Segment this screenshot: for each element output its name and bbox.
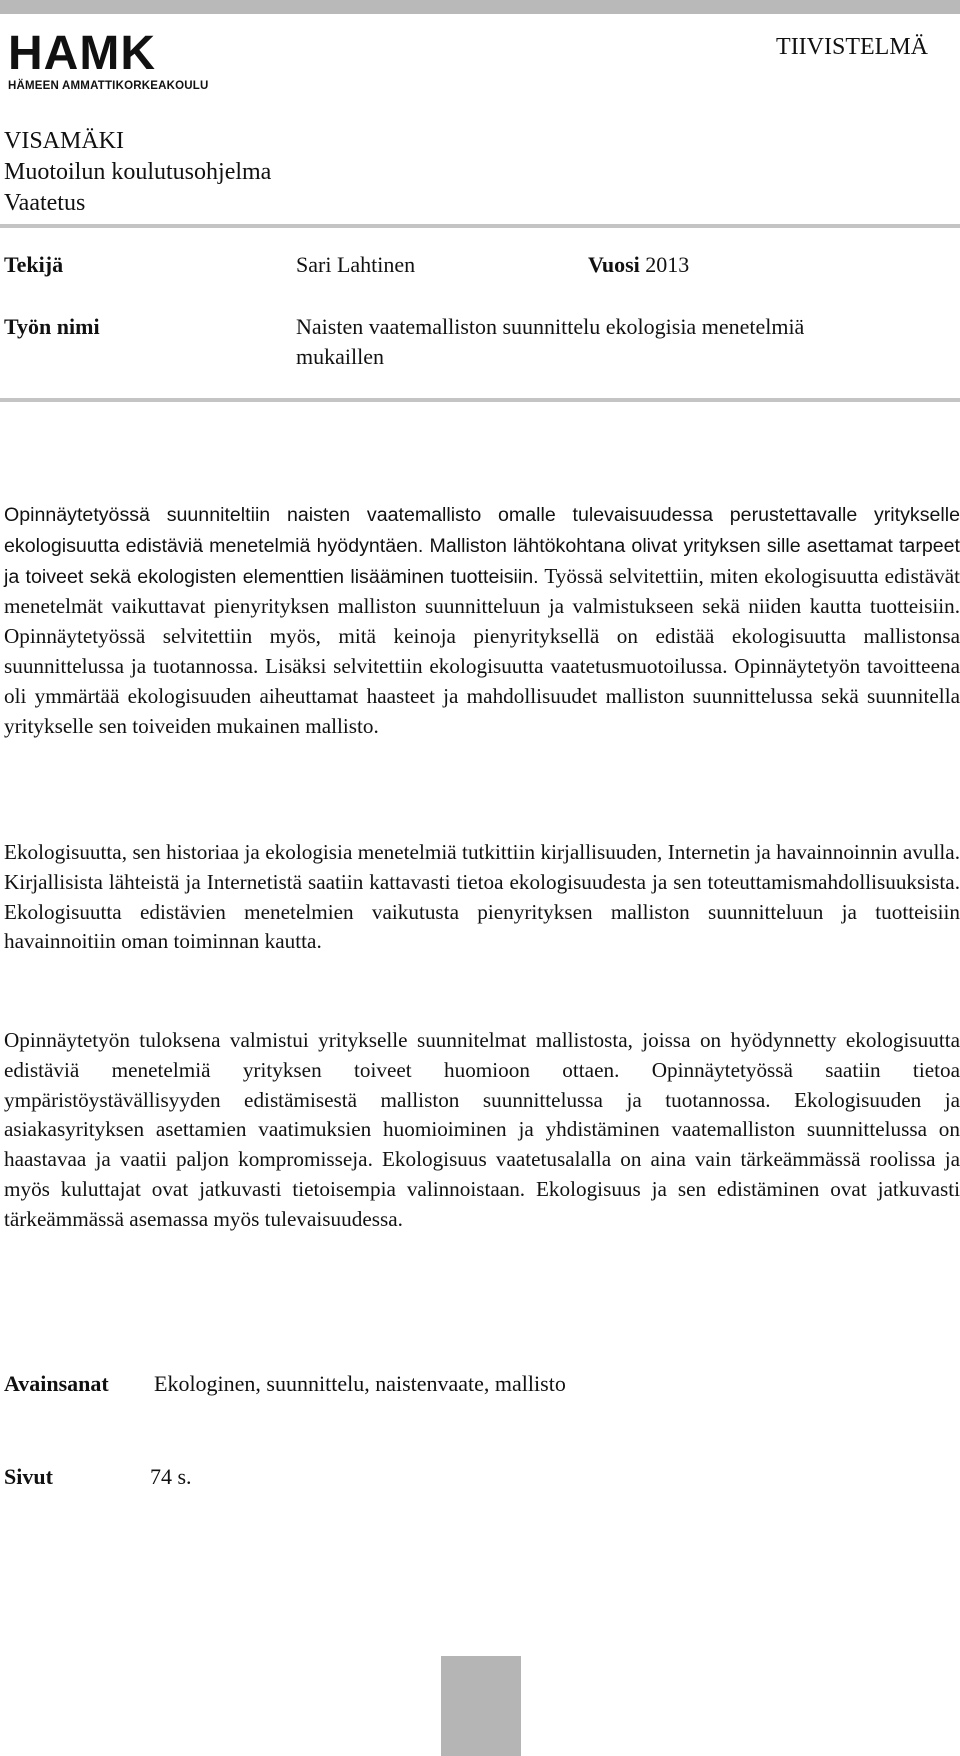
- logo-subtitle: HÄMEEN AMMATTIKORKEAKOULU: [8, 80, 209, 92]
- abstract-paragraph-1-part-b: Työssä selvitettiin, miten ekologisuutta edistävät menetelmät vaikuttavat pienyrityksen malliston suunnitteluun ja valmistukseen sekä niiden kautta tuotteisiin. Opinnäytetyössä selvitettiin myös, mitä keinoja pienyrityksellä on edistää ekologisuutta mallistonsa suunnittelussa ja tuotannossa. Lisäksi selvitettiin ekologisuutta vaatetusmuotoilussa. Opinnäytetyön tavoitteena oli ymmärtää ekologisuuden aiheuttamat haasteet ja mahdollisuudet malliston suunnittelussa sekä suunnitella yritykselle sen toiveiden mukainen mallisto.: [4, 563, 960, 738]
- thesis-title: [296, 312, 804, 372]
- top-rule: [0, 0, 960, 14]
- divider-top: [0, 224, 960, 228]
- thesis-title-line2: mukaillen: [296, 344, 384, 369]
- abstract-paragraph-1-part-a: Opinnäytetyössä suunniteltiin naisten vaatemallisto omalle tulevaisuudessa perustettavalle yritykselle ekologisuutta edistäviä menetelmiä hyödyntäen. Malliston lähtökohtana olivat yrityksen sille asettamat tarpeet ja toiveet sekä ekologisten elementtien lisääminen tuotteisiin.: [4, 504, 960, 588]
- divider-bottom: [0, 398, 960, 402]
- abstract-paragraph-2: Ekologisuutta, sen historiaa ja ekologisia menetelmiä tutkittiin kirjallisuuden, Internetin ja havainnoinnin avulla. Kirjallisista lähteistä ja Internetistä saatiin kattavasti tietoa ekologisuudesta ja sen toteuttamismahdollisuuksista. Ekologisuutta edistävien menetelmien vaikutusta pienyrityksen malliston suunnitteluun ja tuotteisiin havainnoitiin oman toiminnan kautta.: [4, 840, 960, 954]
- abstract-paragraph-1: [4, 500, 960, 741]
- year-field: [588, 250, 689, 280]
- hamk-logo: [8, 27, 248, 94]
- organization-block: [4, 126, 271, 219]
- specialization-name: Vaatetus: [4, 190, 86, 216]
- title-label: Työn nimi: [4, 314, 100, 339]
- year-value: 2013: [645, 252, 690, 277]
- logo-wordmark: HAMK: [8, 27, 156, 80]
- keywords-value: Ekologinen, suunnittelu, naistenvaate, mallisto: [154, 1371, 566, 1396]
- author-value: Sari Lahtinen: [296, 252, 416, 277]
- author-label: Tekijä: [4, 252, 64, 277]
- programme-name: Muotoilun koulutusohjelma: [4, 159, 272, 185]
- page-footer-block: [441, 1656, 521, 1756]
- pages-value: 74 s.: [150, 1464, 192, 1489]
- pages-label: Sivut: [4, 1464, 53, 1489]
- thesis-title-line1: Naisten vaatemalliston suunnittelu ekologisia menetelmiä: [296, 314, 805, 339]
- campus-name: VISAMÄKI: [4, 128, 124, 154]
- keywords-label: Avainsanat: [4, 1371, 109, 1396]
- document-type-heading: TIIVISTELMÄ: [776, 34, 928, 60]
- year-label: Vuosi: [588, 252, 640, 277]
- abstract-paragraph-3: Opinnäytetyön tuloksena valmistui yritykselle suunnitelmat mallistosta, joissa on hyödynnetty ekologisuutta edistäviä menetelmiä yrityksen toiveet huomioon ottaen. Opinnäytetyössä saatiin tietoa ympäristöystävällisyyden edistämisestä malliston suunnittelussa ja tuotannossa. Ekologisuuden ja asiakasyrityksen asettamien vaatimuksien huomioiminen ja yhdistäminen vaatemalliston suunnittelussa on haastavaa ja vaatii paljon kompromisseja. Ekologisuus vaatetusalalla on aina vain tärkeämmässä roolissa ja myös kuluttajat ovat jatkuvasti tietoisempia valinnoistaan. Ekologisuus ja sen edistäminen ovat jatkuvasti tärkeämmässä asemassa myös tulevaisuudessa.: [4, 1028, 960, 1231]
